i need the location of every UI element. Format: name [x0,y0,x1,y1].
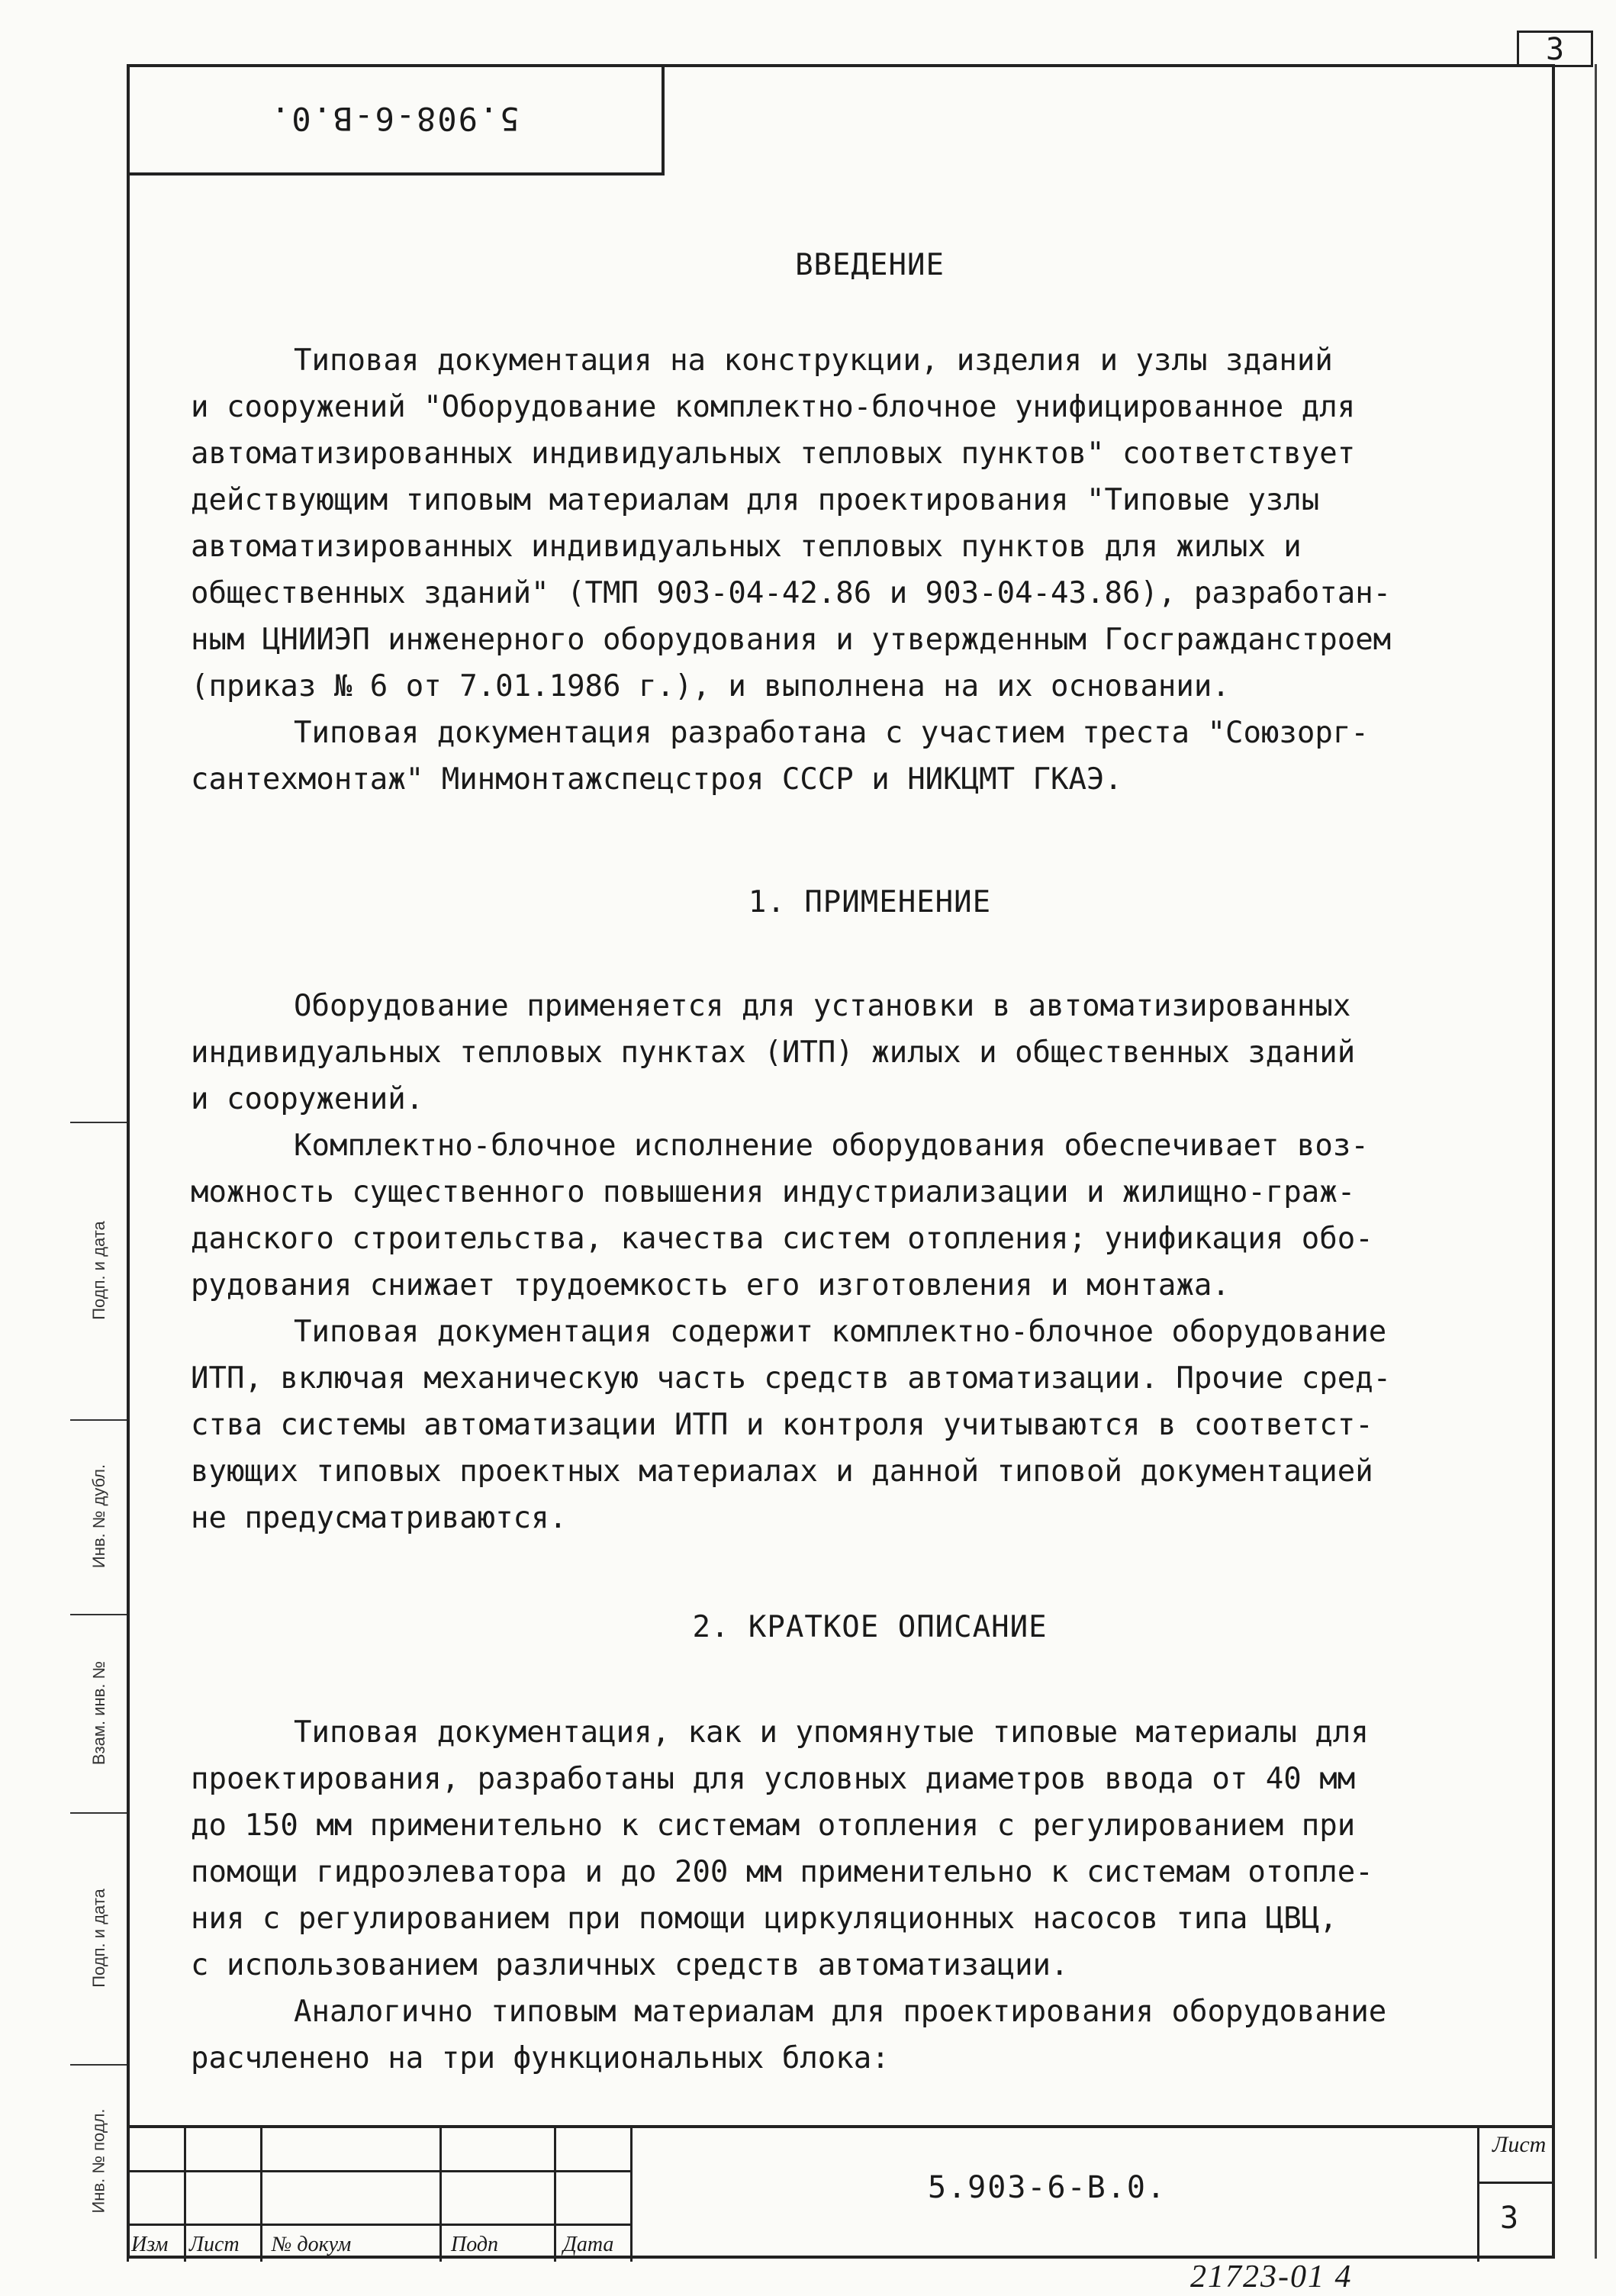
section-1-paragraph-1 [191,983,1549,1122]
section-2-paragraph-1 [191,1709,1549,1988]
text-line: общественных зданий" (ТМП 903-04-42.86 и 903-04-43.86), разработан- [191,576,1392,610]
stamp-col-data: Дата [563,2233,614,2256]
section-2-heading: 2. КРАТКОЕ ОПИСАНИЕ [692,1610,1048,1644]
side-field-podp-data-1: Подп. и дата [89,1221,108,1320]
text-line: помощи гидроэлеватора и до 200 мм применительно к системам отопле- [191,1855,1373,1889]
text-line: Аналогично типовым материалам для проектирования оборудование [294,1995,1387,2029]
text-line: проектирования, разработаны для условных диаметров ввода от 40 мм [191,1762,1356,1796]
stamp-col-izm: Изм [131,2233,169,2256]
text-line: ИТП, включая механическую часть средств автоматизации. Прочие сред- [191,1361,1392,1396]
stamp-col-divider [184,2128,186,2262]
side-field-podp-data-2: Подп. и дата [89,1888,108,1988]
stamp-sheet-number: 3 [1500,2201,1519,2236]
handwritten-inventory-number: 21723-01 4 [1190,2259,1353,2294]
text-line: расчленено на три функциональных блока: [191,2041,890,2075]
section-1-paragraph-3 [191,1309,1549,1541]
corner-page-number: 3 [1517,31,1593,67]
stamp-row-divider [127,2224,630,2226]
text-line: до 150 мм применительно к системам отопления с регулированием при [191,1808,1356,1843]
text-line: ния с регулированием при помощи циркуляционных насосов типа ЦВЦ, [191,1902,1338,1936]
intro-heading: ВВЕДЕНИЕ [795,248,945,282]
text-line: сантехмонтаж" Минмонтажспецстроя СССР и НИКЦМТ ГКАЭ. [191,762,1122,797]
text-line: действующим типовым материалам для проектирования "Типовые узлы [191,483,1320,517]
side-field-inv-podl: Инв. № подл. [89,2108,109,2214]
stamp-col-podp: Подп [451,2233,499,2256]
right-margin-rule [1595,64,1597,2259]
side-field-inv-dubl: Инв. № дубл. [89,1464,109,1569]
text-line: Типовая документация содержит комплектно-блочное оборудование [294,1315,1387,1349]
stamp-col-dokum: № докум [272,2233,352,2256]
text-line: автоматизированных индивидуальных тепловых пунктов" соответствует [191,436,1356,471]
stamp-row-divider [127,2170,630,2172]
side-field-vzam-inv: Взам. инв. № [89,1660,109,1765]
section-2-paragraph-2 [191,1988,1549,2082]
text-line: и сооружений. [191,1082,424,1116]
text-line: Типовая документация разработана с участием треста "Союзорг- [294,716,1369,750]
text-line: с использованием различных средств автоматизации. [191,1948,1069,1982]
title-block [127,2125,1555,2259]
stamp-col-divider [630,2128,633,2262]
text-line: ным ЦНИИЭП инженерного оборудования и утвержденным Госгражданстроем [191,623,1392,657]
text-line: можность существенного повышения индустриализации и жилищно-граж- [191,1175,1356,1209]
stamp-col-divider [1477,2128,1479,2262]
section-1-paragraph-2 [191,1122,1549,1309]
stamp-row-divider [1477,2182,1555,2184]
text-line: Типовая документация, как и упомянутые типовые материалы для [294,1715,1369,1750]
text-line: (приказ № 6 от 7.01.1986 г.), и выполнена на их основании. [191,669,1230,704]
stamp-sheet-label: Лист [1492,2132,1547,2157]
stamp-col-divider [260,2128,262,2262]
top-document-code: 5.908-6-B.0. [269,99,520,137]
text-line: Типовая документация на конструкции, изделия и узлы зданий [294,343,1333,378]
stamp-col-list: Лист [189,2233,240,2256]
stamp-col-divider [554,2128,556,2262]
text-line: индивидуальных тепловых пунктах (ИТП) жилых и общественных зданий [191,1035,1356,1070]
side-strip-divider [70,1122,127,1123]
text-line: ства системы автоматизации ИТП и контроля учитываются в соответст- [191,1408,1373,1442]
text-line: данского строительства, качества систем отопления; унификация обо- [191,1222,1373,1256]
section-1-heading: 1. ПРИМЕНЕНИЕ [748,885,992,919]
stamp-document-code: 5.903-6-B.0. [928,2170,1167,2205]
text-line: рудования снижает трудоемкость его изготовления и монтажа. [191,1268,1230,1303]
top-code-box [127,64,665,176]
intro-paragraph-2 [191,710,1549,803]
intro-paragraph-1 [191,337,1549,710]
stamp-col-divider [439,2128,442,2262]
text-line: Комплектно-блочное исполнение оборудования обеспечивает воз- [294,1129,1369,1163]
text-line: Оборудование применяется для установки в автоматизированных [294,989,1351,1023]
text-line: и сооружений "Оборудование комплектно-блочное унифицированное для [191,390,1356,424]
text-line: автоматизированных индивидуальных тепловых пунктов для жилых и [191,530,1302,564]
text-line: не предусматриваются. [191,1501,568,1535]
text-line: вующих типовых проектных материалах и данной типовой документацией [191,1454,1373,1489]
